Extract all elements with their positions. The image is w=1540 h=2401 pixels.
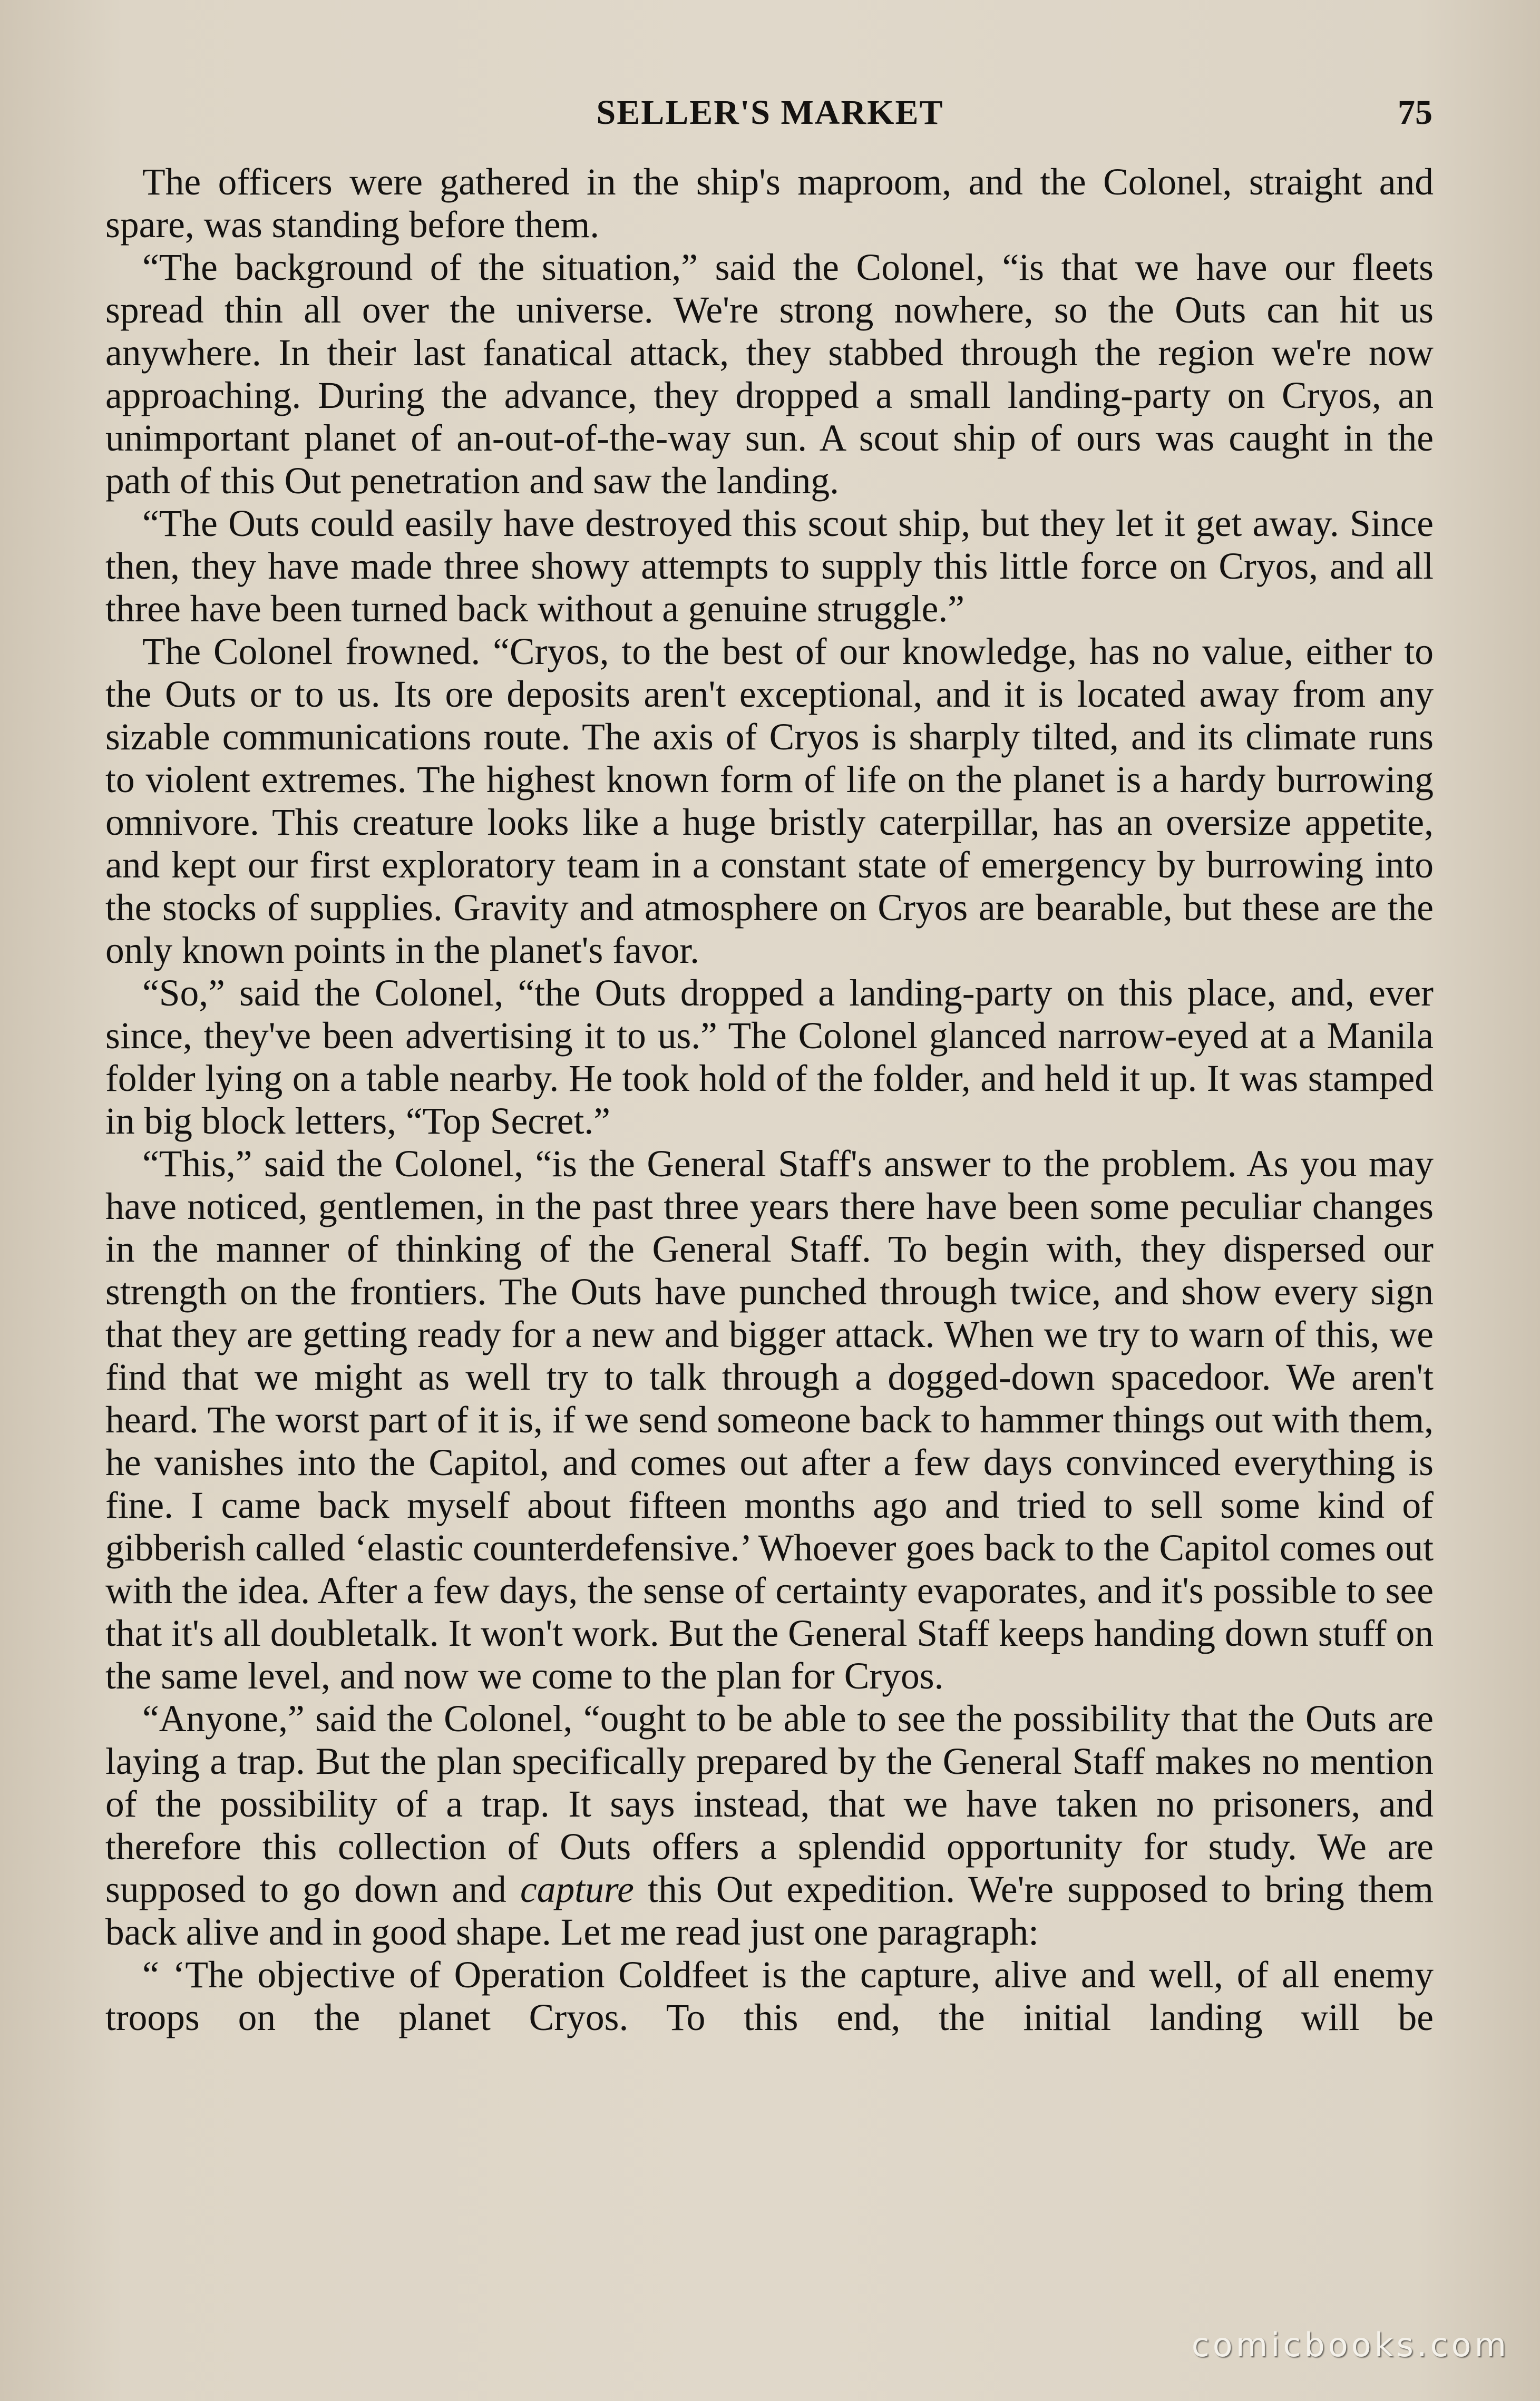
paragraph-2: “The background of the situation,” said the Colonel, “is that we have our fleets spread thin all over the universe. We're strong nowhere, so the Outs can hit us anywhere. In their last fanatical attack, they stabbed through the region we're now approaching. During the advance, they dropped a small landing-party on Cryos, an unimportant planet of an-out-of-the-way sun. A scout ship of ours was caught in the path of this Out penetration and saw the landing.	[105, 247, 1434, 502]
running-header	[0, 89, 1540, 141]
page-number: 75	[1398, 93, 1432, 132]
paragraph-7-start: “Anyone,” said the Colonel, “ought to be able to see the possibility that the Outs are laying a trap. But the plan specifically prepared by the General Staff makes no mention of the possibility of a trap. It says instead, that we have taken no prisoners, and therefore this collection of Outs offers a splendid opportunity for study. We are supposed to go down and	[105, 1698, 1434, 1910]
body-text	[105, 161, 1434, 2039]
paragraph-6: “This,” said the Colonel, “is the General Staff's answer to the problem. As you may have noticed, gentlemen, in the past three years there have been some peculiar changes in the manner of thinking of the General Staff. To begin with, they dispersed our strength on the frontiers. The Outs have punched through twice, and show every sign that they are getting ready for a new and bigger attack. When we try to warn of this, we find that we might as well try to talk through a dogged-down spacedoor. We aren't heard. The worst part of it is, if we send someone back to hammer things out with them, he vanishes into the Capitol, and comes out after a few days convinced everything is fine. I came back myself about fifteen months ago and tried to sell some kind of gibberish called ‘elastic counterdefensive.’ Whoever goes back to the Capitol comes out with the idea. After a few days, the sense of certainty evaporates, and it's possible to see that it's all doubletalk. It won't work. But the General Staff keeps handing down stuff on the same level, and now we come to the plan for Cryos.	[105, 1143, 1434, 1697]
paragraph-4: The Colonel frowned. “Cryos, to the best of our knowledge, has no value, either to the Outs or to us. Its ore deposits aren't exceptional, and it is located away from any sizable communications route. The axis of Cryos is sharply tilted, and its climate runs to violent extremes. The highest known form of life on the planet is a hardy burrowing omnivore. This creature looks like a huge bristly caterpillar, has an oversize appetite, and kept our first exploratory team in a constant state of emergency by burrowing into the stocks of supplies. Gravity and atmosphere on Cryos are bearable, but these are the only known points in the planet's favor.	[105, 631, 1434, 971]
paragraph-7	[105, 1697, 1434, 1954]
emphasized-word: capture	[520, 1869, 634, 1910]
paragraph-5: “So,” said the Colonel, “the Outs dropped a landing-party on this place, and, ever since, they've been advertising it to us.” The Colonel glanced narrow-eyed at a Manila folder lying on a table nearby. He took hold of the folder, and held it up. It was stamped in big block letters, “Top Secret.”	[105, 972, 1434, 1142]
running-title: SELLER'S MARKET	[596, 93, 944, 132]
watermark: comicbooks.com	[1191, 2326, 1509, 2364]
paragraph-1: The officers were gathered in the ship's maproom, and the Colonel, straight and spare, was standing before them.	[105, 161, 1434, 246]
paragraph-3: “The Outs could easily have destroyed this scout ship, but they let it get away. Since then, they have made three showy attempts to supply this little force on Cryos, and all three have been turned back without a genuine struggle.”	[105, 503, 1434, 630]
paragraph-8: “ ‘The objective of Operation Coldfeet is the capture, alive and well, of all enemy troops on the planet Cryos. To this end, the initial landing will be	[105, 1954, 1434, 2038]
paragraph-7-end: this Out expedition. We're supposed to bring them back alive and in good shape. Let me read just one paragraph:	[105, 1869, 1434, 1953]
